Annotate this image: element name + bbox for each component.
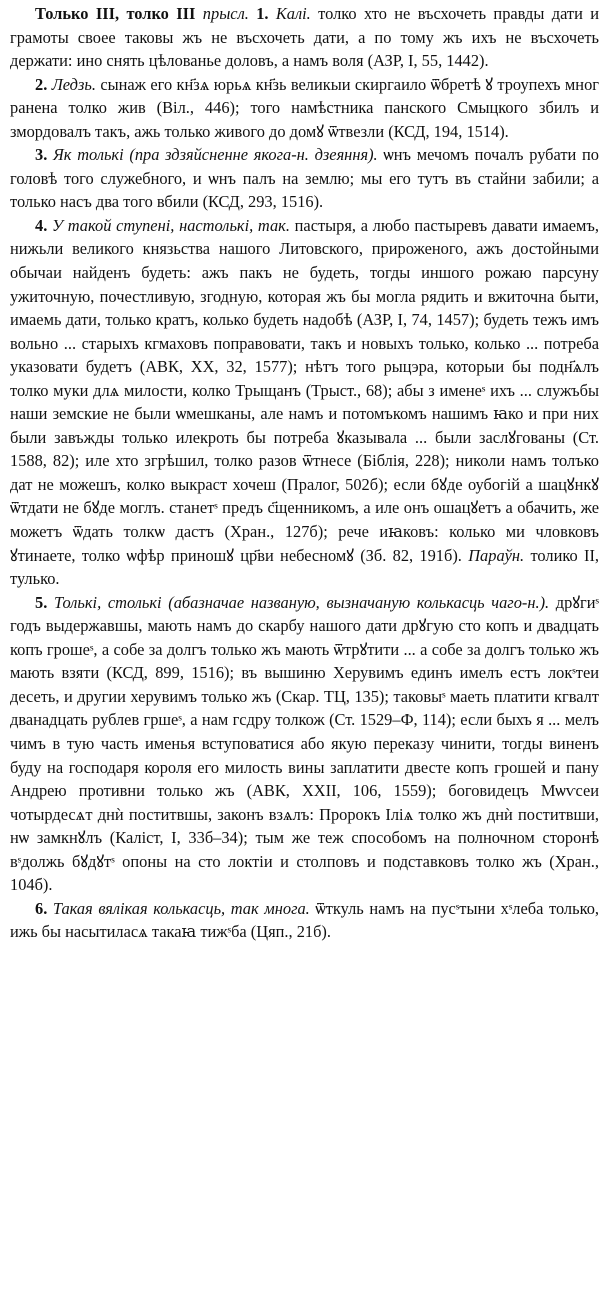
sense-examples: толко хто не въсхочеть правды дати и грамоты своее таковы жъ не въсхочеть дати, а по тому жъ ихъ не въсхочеть держати: ино снять цѣлованье доловъ, а намъ воля (АЗР, I, 55, 1442). (10, 4, 600, 71)
sense-number: 4. (35, 215, 48, 235)
part-of-speech: прысл. (202, 4, 249, 23)
sense-number: 1. (256, 4, 269, 23)
entry-sense-3 (10, 143, 599, 214)
entry-sense-2 (10, 73, 599, 144)
sense-examples: сынаж его кн҃зѧ юрьѧ кн҃зь великыи скиргаило ѿбретѣ ꙋ троупехъ мног ранена толко жив (Віл., 446); того намѣстника панского Смыцкого збилъ и змордовалъ такъ, ажь только живого до домꙋ ѿтвезли (КСД, 194, 1514). (10, 74, 599, 141)
sense-gloss: Толькі, столькі (абазначае названую, вызначаную колькасць чаго-н.). (53, 592, 550, 612)
entry-sense-5 (10, 591, 599, 897)
sense-number: 3. (35, 145, 48, 165)
sense-gloss: Як толькі (пра здзяйсненне якога-н. дзеяння). (53, 145, 378, 165)
sense-gloss: Ледзь. (51, 74, 96, 94)
sense-gloss: У такой ступені, настолькі, так. (52, 215, 290, 235)
sense-examples: дрꙋгиˢ годъ выдержавшы, мають намъ до скарбу нашого дати дрꙋгую сто копъ и двадцать копъ грошeˢ, а собе за долгъ только жъ мають ѿтрꙋтити ... а собе за долгъ только жъ мають взяти (КСД, 899, 1516); въ вышиню Херувимъ единъ имелъ естъ локˢтеи десеть, и другии херувимъ только жъ (Скар. ТЦ, 135); таковыˢ маеть платити кгвалт дванадцать рублев гршеˢ, а нам гсдру толкож (Ст. 1529–Ф, 114); если быхъ я ... мелъ чимъ в тую часть именья вступоватися або якую переказу чинити, тогды виненъ буду на господаря короля его милость вины заплатити двесте копъ грошей и пану Андрею противни только жъ (АВК, XXII, 106, 1559); боговидецъ Мѡѵсеи чотырдесѧт днѝ поститвшы, законъ взѧлъ: Пророкъ Іліѧ толко жъ днѝ поститвши, нѡ замкнꙋлъ (Каліст, I, 33б–34); тым же теж способомъ на полночном сторонѣ вˢдолжь бꙋдꙋтˢ опоны на сто локтіи и столповъ и подставковъ толко жъ (Хран., 104б). (10, 592, 600, 895)
sense-gloss: Такая вялікая колькасць, так многа. (52, 898, 310, 918)
sense-examples: ѡнъ мечомъ почалъ рубати по головѣ того служебного, и ѡнъ палъ на землю; мы его тутъ въ стайни забили; а только насъ два того вбили (КСД, 293, 1516). (10, 145, 599, 212)
sense-examples: ѿткуль намъ на пусˢтыни хˢлеба только, ижь бы насытиласѧ такаꙗ тижˢба (Цяп., 21б). (10, 898, 599, 942)
compare-forms: толико II, тулько. (10, 545, 599, 589)
sense-gloss: Калі. (275, 4, 311, 23)
headword: Только III, толко III (35, 4, 196, 23)
compare-label: Параўн. (468, 545, 525, 565)
sense-number: 2. (35, 74, 48, 94)
sense-examples: пастыря, а любо пастыревъ давати имаемъ, нижьли великого князьства нашого Литовского, прироженого, ажъ достойными обычаи найденъ будеть: ажъ пакъ не будеть, тогды иншого рожаю парсуну ужиточную, почестливую, згодную, которая жъ бы могла рядить и вжиточна быти, имаемь дати, только кратъ, колько будеть надобѣ (АЗР, I, 74, 1457); будеть тежъ имъ вольно ... старыхъ кгмаховъ поправовати, такъ и новыхъ только, колько ... потреба указовати будетъ (АВК, XX, 32, 1577); нѣтъ того рыцэра, которыи бы подн҃ѧлъ толко муки длѧ милости, колко Трыщанъ (Трыст., 68); абы з именеˢ ихъ ... служъбы наши земские не были ѡмешканы, але намъ и потомъкомъ нашимъ ꙗко и при них были завъжды только илекроть бы потреба ꙋказывала ... были заслꙋгованы (Ст. 1588, 82); иле хто згрѣшил, толко разов ѿтнесе (Біблія, 228); николи намъ толъко дат не можешъ, колко выкраст хочеш (Пралог, 502б); если бꙋде оубогій а шацꙋнкꙋ ѿтдати не бꙋде моглъ. станетˢ предъ с҃щенникомъ, а иле онъ ошацꙋетъ а обачить, же можетъ ѿдать толкѡ дастъ (Хран., 127б); рече иꙗковъ: колько ми чловковъ ꙋтинаете, толко ѡфѣр приношꙋ цр҃ви небесномꙋ (Зб. 82, 191б). (10, 215, 599, 565)
entry-sense-6 (10, 897, 599, 944)
entry-sense-4 (10, 214, 599, 591)
sense-number: 5. (35, 592, 48, 612)
entry-sense-1 (10, 2, 599, 73)
sense-number: 6. (35, 898, 48, 918)
